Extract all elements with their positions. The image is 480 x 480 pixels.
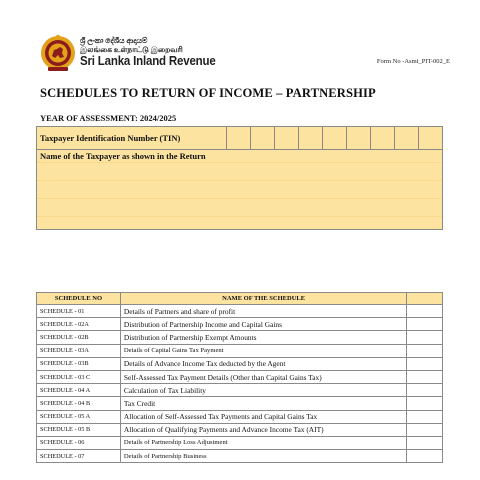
schedule-check-box[interactable] <box>407 410 443 423</box>
tin-digit-box[interactable] <box>419 127 442 149</box>
table-row <box>37 436 443 449</box>
column-header-schedule-no: SCHEDULE NO <box>37 293 121 305</box>
schedule-check-box[interactable] <box>407 331 443 344</box>
taxpayer-name-field[interactable] <box>36 150 443 230</box>
schedule-no: SCHEDULE - 04 A <box>37 384 121 397</box>
tin-digit-box[interactable] <box>275 127 299 149</box>
schedule-no: SCHEDULE - 02A <box>37 318 121 331</box>
column-header-schedule-name: NAME OF THE SCHEDULE <box>120 293 406 305</box>
schedule-name: Details of Partnership Business <box>120 450 406 463</box>
tin-digit-box[interactable] <box>299 127 323 149</box>
schedule-name: Details of Partnership Loss Adjustment <box>120 436 406 449</box>
schedule-no: SCHEDULE - 01 <box>37 305 121 318</box>
schedule-check-box[interactable] <box>407 318 443 331</box>
tin-digit-box[interactable] <box>227 127 251 149</box>
schedule-name: Details of Partners and share of profit <box>120 305 406 318</box>
schedule-name: Details of Advance Income Tax deducted by the Agent <box>120 357 406 370</box>
year-of-assessment: YEAR OF ASSESSMENT: 2024/2025 <box>40 113 177 123</box>
table-row <box>37 370 443 383</box>
table-row <box>37 397 443 410</box>
schedule-name: Allocation of Qualifying Payments and Advance Income Tax (AIT) <box>120 423 406 436</box>
schedule-no: SCHEDULE - 03B <box>37 357 121 370</box>
schedule-name: Distribution of Partnership Exempt Amounts <box>120 331 406 344</box>
schedule-name: Allocation of Self-Assessed Tax Payments and Capital Gains Tax <box>120 410 406 423</box>
schedule-no: SCHEDULE - 04 B <box>37 397 121 410</box>
schedule-check-box[interactable] <box>407 344 443 357</box>
schedule-check-box[interactable] <box>407 397 443 410</box>
schedule-no: SCHEDULE - 03 C <box>37 370 121 383</box>
tin-digit-box[interactable] <box>323 127 347 149</box>
schedule-check-box[interactable] <box>407 423 443 436</box>
schedule-check-box[interactable] <box>407 436 443 449</box>
schedule-check-box[interactable] <box>407 305 443 318</box>
schedule-check-box[interactable] <box>407 384 443 397</box>
schedule-no: SCHEDULE - 06 <box>37 436 121 449</box>
org-name-tamil: இலங்கை உள்நாட்டு இறைவரி <box>80 45 183 54</box>
schedule-name: Tax Credit <box>120 397 406 410</box>
org-name-english: Sri Lanka Inland Revenue <box>80 54 216 68</box>
table-row <box>37 384 443 397</box>
table-row <box>37 318 443 331</box>
schedule-name: Self-Assessed Tax Payment Details (Other than Capital Gains Tax) <box>120 370 406 383</box>
schedule-no: SCHEDULE - 07 <box>37 450 121 463</box>
tin-label: Taxpayer Identification Number (TIN) <box>37 127 227 149</box>
table-row <box>37 331 443 344</box>
table-row <box>37 305 443 318</box>
form-number: Form No -Asmt_PIT-002_E <box>376 58 450 65</box>
table-row <box>37 344 443 357</box>
taxpayer-name-lines <box>37 162 442 229</box>
table-row <box>37 357 443 370</box>
page-header <box>40 34 460 80</box>
schedule-name: Calculation of Tax Liability <box>120 384 406 397</box>
column-header-check <box>407 293 443 305</box>
page-title: SCHEDULES TO RETURN OF INCOME – PARTNERSHIP <box>40 86 376 100</box>
tin-row <box>36 126 443 150</box>
schedule-name: Distribution of Partnership Income and Capital Gains <box>120 318 406 331</box>
tin-digit-box[interactable] <box>371 127 395 149</box>
schedule-check-box[interactable] <box>407 370 443 383</box>
table-row <box>37 410 443 423</box>
tin-digit-box[interactable] <box>347 127 371 149</box>
org-name-sinhala: ශ්‍රී ලංකා දේශීය ආදායම් <box>80 36 148 45</box>
schedule-check-box[interactable] <box>407 357 443 370</box>
table-row <box>37 423 443 436</box>
table-header-row <box>37 293 443 305</box>
taxpayer-name-label: Name of the Taxpayer as shown in the Return <box>40 151 206 161</box>
schedule-no: SCHEDULE - 05 B <box>37 423 121 436</box>
schedule-table <box>36 292 443 463</box>
schedule-check-box[interactable] <box>407 450 443 463</box>
schedule-no: SCHEDULE - 02B <box>37 331 121 344</box>
schedule-no: SCHEDULE - 03A <box>37 344 121 357</box>
sri-lanka-emblem-icon <box>40 34 76 74</box>
schedule-name: Details of Capital Gains Tax Payment <box>120 344 406 357</box>
tin-digit-box[interactable] <box>395 127 419 149</box>
table-row <box>37 450 443 463</box>
schedule-no: SCHEDULE - 05 A <box>37 410 121 423</box>
tin-digit-box[interactable] <box>251 127 275 149</box>
